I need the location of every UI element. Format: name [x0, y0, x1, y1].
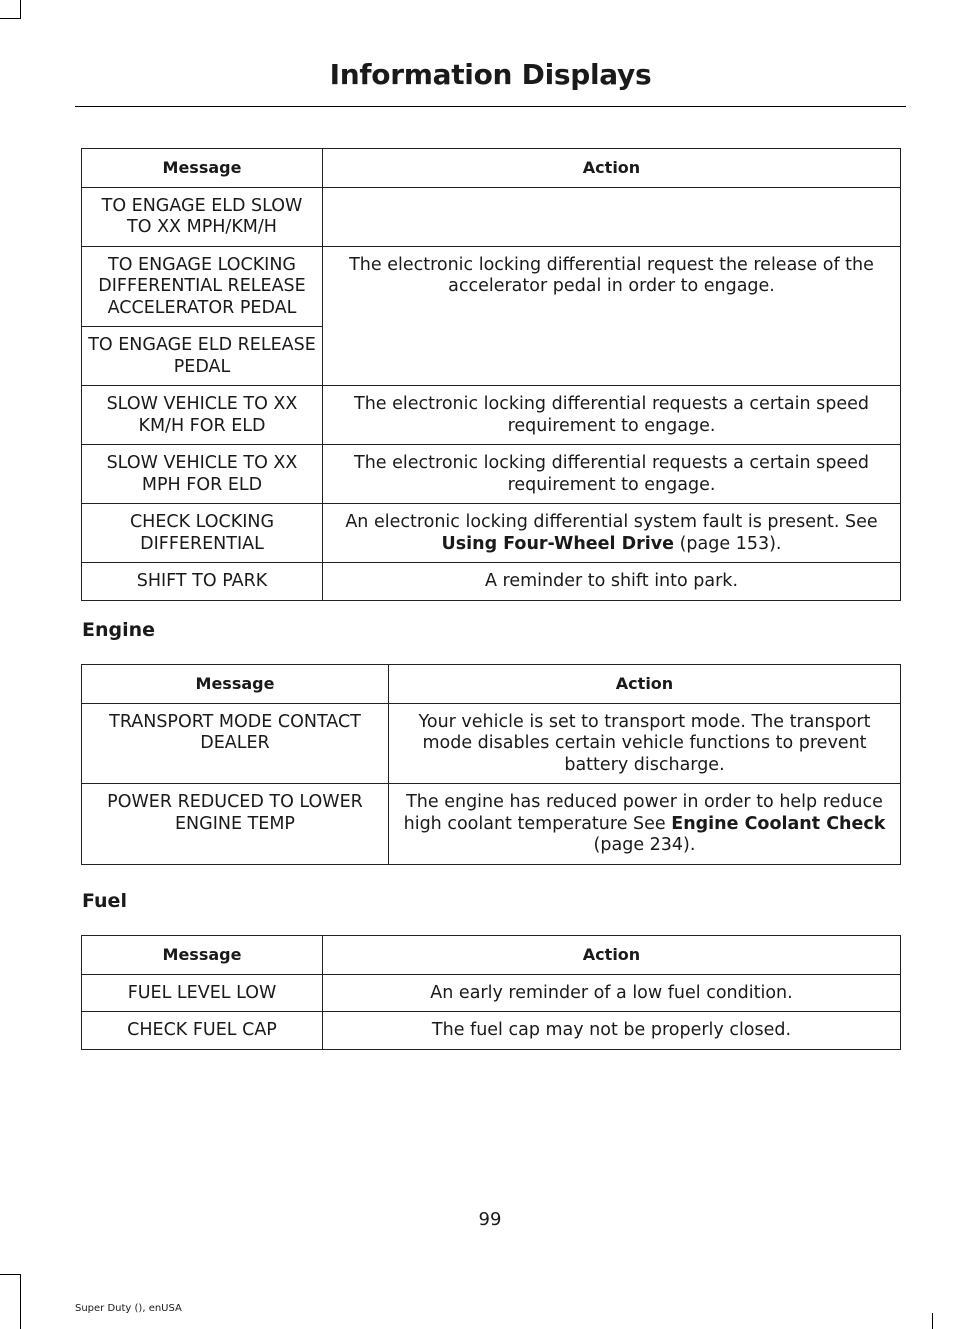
- footer-text: Super Duty (), enUSA: [75, 1303, 182, 1314]
- table-row: [82, 246, 901, 327]
- action-column-header: Action: [389, 665, 901, 704]
- action-text: The engine has reduced power in order to help reduce high coolant temperature See: [403, 792, 883, 834]
- engine-section-heading: Engine: [82, 619, 156, 641]
- table-row: [82, 445, 901, 504]
- action-text: An electronic locking differential system fault is present. See: [345, 512, 878, 532]
- message-column-header: Message: [82, 149, 323, 188]
- message-cell: CHECK FUEL CAP: [82, 1012, 323, 1050]
- action-column-header: Action: [323, 149, 901, 188]
- engine-messages-table: [81, 664, 901, 865]
- message-cell: SHIFT TO PARK: [82, 563, 323, 601]
- crop-mark: [0, 1274, 21, 1275]
- table-row: [82, 974, 901, 1012]
- action-cell: A reminder to shift into park.: [323, 563, 901, 601]
- fuel-section-heading: Fuel: [82, 890, 127, 912]
- action-column-header: Action: [323, 936, 901, 975]
- crop-mark: [20, 1274, 21, 1329]
- table-row: [82, 563, 901, 601]
- table-header-row: [82, 665, 901, 704]
- action-cell: [323, 504, 901, 563]
- message-cell: POWER REDUCED TO LOWER ENGINE TEMP: [82, 784, 389, 865]
- cross-reference-link[interactable]: Engine Coolant Check: [671, 813, 886, 834]
- table-row: [82, 703, 901, 784]
- table-row: [82, 187, 901, 246]
- crop-mark: [932, 1313, 933, 1329]
- action-cell: [389, 784, 901, 865]
- fuel-messages-table: [81, 935, 901, 1050]
- message-cell: TRANSPORT MODE CONTACT DEALER: [82, 703, 389, 784]
- cross-reference-link[interactable]: Using Four-Wheel Drive: [441, 533, 675, 554]
- action-cell: [323, 187, 901, 246]
- message-cell: TO ENGAGE ELD RELEASE PEDAL: [82, 327, 323, 386]
- action-cell: The electronic locking differential requests a certain speed requirement to engage.: [323, 386, 901, 445]
- table-row: [82, 1012, 901, 1050]
- title-divider: [75, 106, 906, 107]
- message-column-header: Message: [82, 665, 389, 704]
- action-cell: The electronic locking differential request the release of the accelerator pedal in order to engage.: [323, 246, 901, 386]
- page-title: Information Displays: [329, 58, 652, 91]
- page-number: 99: [478, 1209, 502, 1230]
- message-cell: TO ENGAGE LOCKING DIFFERENTIAL RELEASE ACCELERATOR PEDAL: [82, 246, 323, 327]
- page-reference: (page 234).: [593, 835, 696, 855]
- eld-messages-table: [81, 148, 901, 601]
- page-reference: (page 153).: [674, 533, 782, 554]
- table-row: [82, 504, 901, 563]
- table-header-row: [82, 936, 901, 975]
- message-cell: TO ENGAGE ELD SLOW TO XX MPH/KM/H: [82, 187, 323, 246]
- table-row: [82, 386, 901, 445]
- action-cell: The fuel cap may not be properly closed.: [323, 1012, 901, 1050]
- action-cell: Your vehicle is set to transport mode. The transport mode disables certain vehicle functions to prevent battery discharge.: [389, 703, 901, 784]
- message-cell: SLOW VEHICLE TO XX MPH FOR ELD: [82, 445, 323, 504]
- table-header-row: [82, 149, 901, 188]
- table-row: [82, 784, 901, 865]
- message-column-header: Message: [82, 936, 323, 975]
- action-cell: The electronic locking differential requests a certain speed requirement to engage.: [323, 445, 901, 504]
- message-cell: CHECK LOCKING DIFFERENTIAL: [82, 504, 323, 563]
- crop-mark: [0, 18, 21, 19]
- message-cell: FUEL LEVEL LOW: [82, 974, 323, 1012]
- message-cell: SLOW VEHICLE TO XX KM/H FOR ELD: [82, 386, 323, 445]
- crop-mark: [20, 0, 21, 18]
- action-cell: An early reminder of a low fuel condition.: [323, 974, 901, 1012]
